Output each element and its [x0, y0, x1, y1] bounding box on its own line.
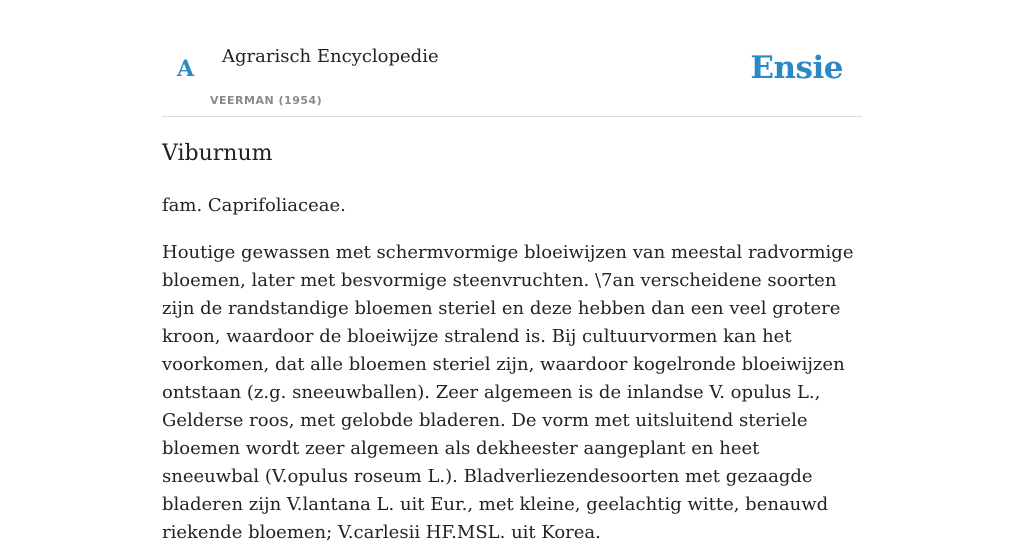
entry-title: Viburnum [162, 141, 273, 166]
site-header [162, 0, 862, 117]
author-label: VEERMAN (1954) [210, 94, 323, 107]
entry-body: Houtige gewassen met schermvormige bloeiwijzen van meestal radvormige bloemen, later met besvormige steenvruchten. \7an verscheidene soorten zijn de randstandige bloemen steriel en deze hebben dan een veel grotere kroon, waardoor de bloeiwijze stralend is. Bij cultuurvormen kan het voorkomen, dat alle bloemen steriel zijn, waardoor kogelronde bloeiwijzen ontstaan (z.g. sneeuwballen). Zeer algemeen is de inlandse V. opulus L., Gelderse roos, met gelobde bladeren. De vorm met uitsluitend steriele bloemen wordt zeer algemeen als dekheester aangeplant en heet sneeuwbal (V.opulus roseum L.). Bladverliezendesoorten met gezaagde bladeren zijn V.lantana L. uit Eur., met kleine, geelachtig witte, benauwd riekende bloemen; V.carlesii HF.MSL. uit Korea. [162, 242, 854, 543]
encyclopedia-title-link[interactable]: Agrarisch Encyclopedie [222, 46, 439, 67]
entry-family: fam. Caprifoliaceae. [162, 195, 346, 216]
ensie-logo-link[interactable]: Ensie [750, 50, 843, 86]
index-letter-link[interactable]: A [177, 56, 195, 82]
article [162, 138, 862, 547]
